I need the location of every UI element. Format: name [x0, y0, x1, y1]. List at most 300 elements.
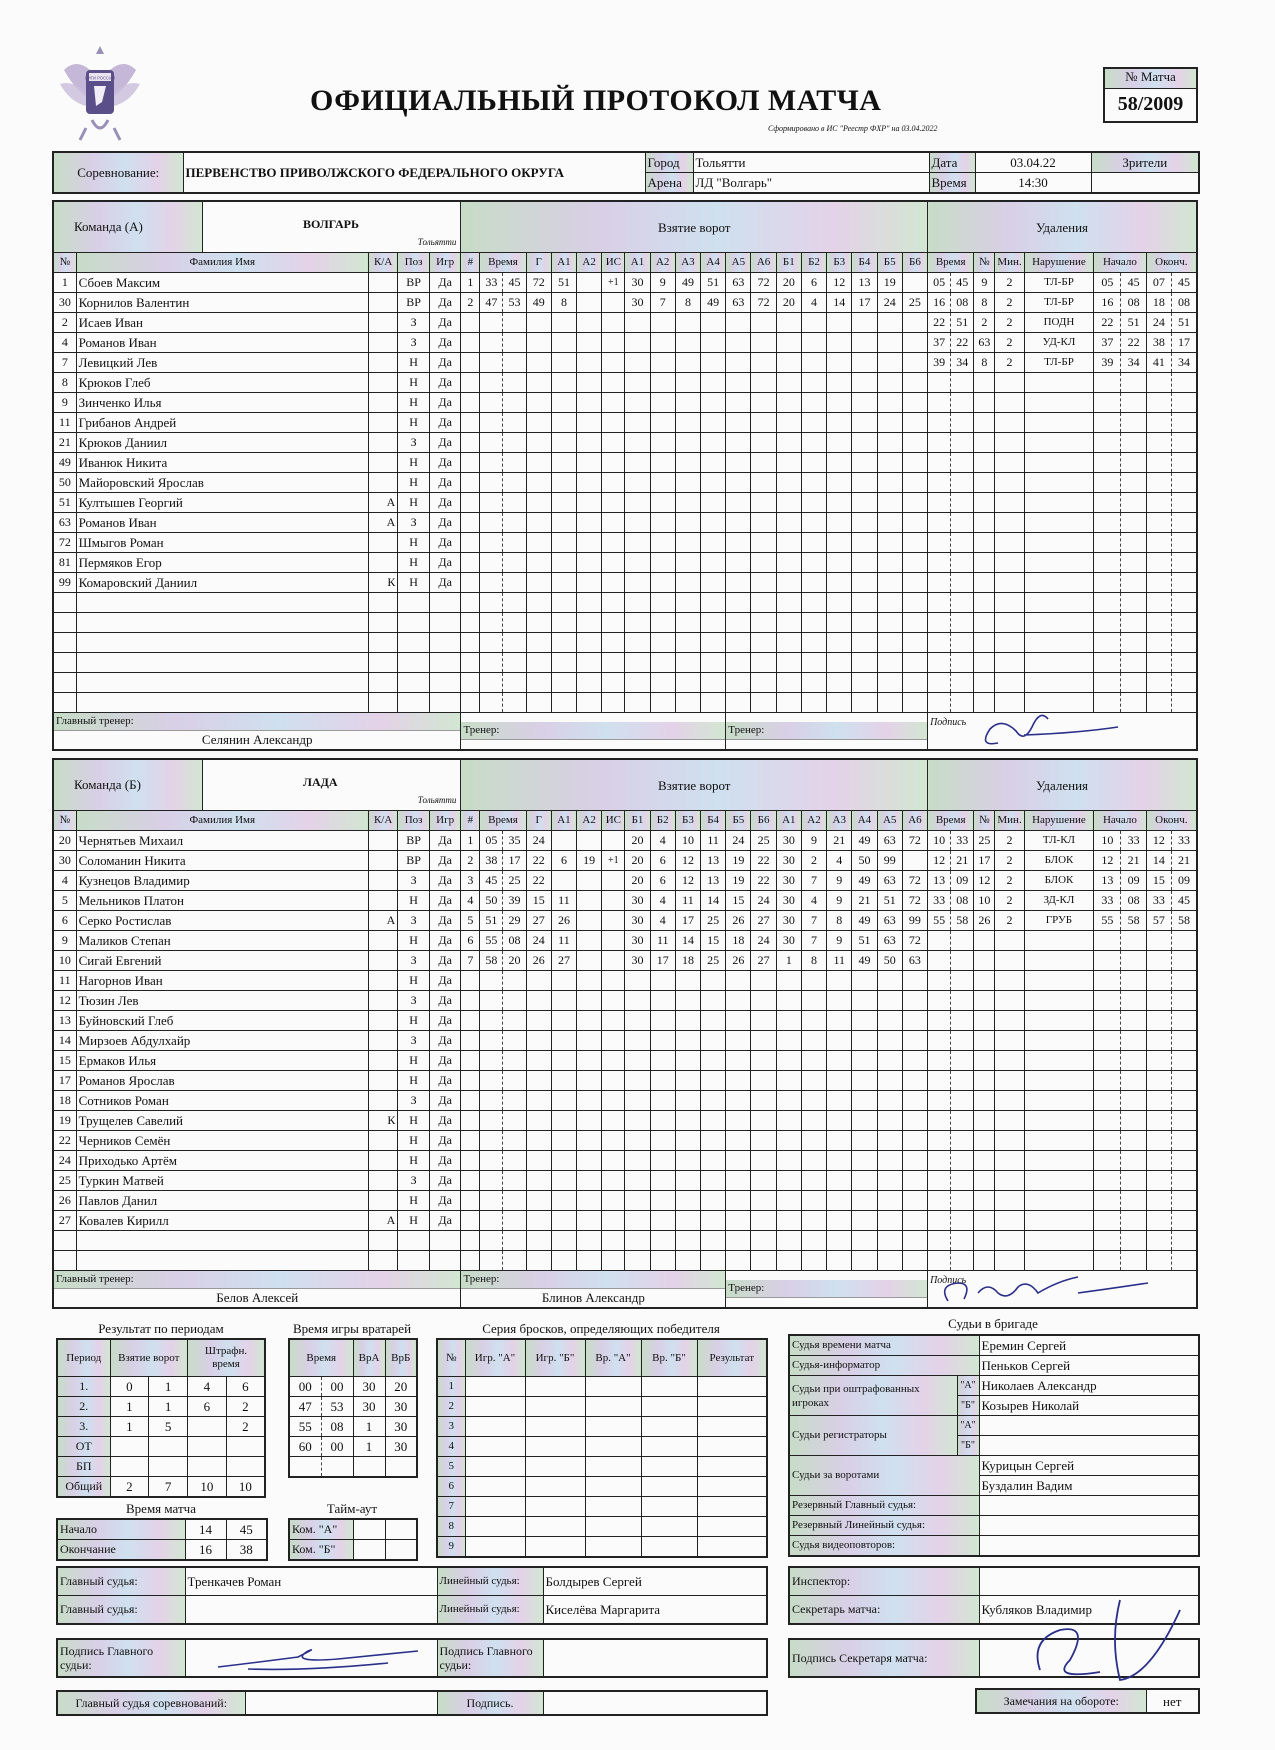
player-pos: З	[398, 871, 430, 891]
goal-onice	[827, 1091, 852, 1111]
goal-onice	[675, 613, 700, 633]
team_b-coach-cell-1	[461, 1271, 726, 1309]
pen-violation	[1024, 693, 1093, 713]
player-no	[53, 1231, 76, 1251]
goal-onice	[877, 653, 902, 673]
goal-onice	[701, 1111, 726, 1131]
goal-onice: 18	[675, 951, 700, 971]
pen-min	[995, 1131, 1024, 1151]
pen-start-ss: 22	[1121, 333, 1146, 353]
goal-onice	[852, 513, 877, 533]
informer-name: Пеньков Сергей	[979, 1356, 1199, 1376]
goal-a2	[577, 971, 602, 991]
team_b-pen-col-end: Оконч.	[1146, 811, 1197, 831]
goal-ss	[503, 1251, 526, 1271]
goal-onice	[701, 1191, 726, 1211]
goal-onice	[852, 1171, 877, 1191]
pen-start-mm	[1094, 553, 1121, 573]
pen-ss	[951, 1231, 974, 1251]
pen-mm	[928, 473, 951, 493]
player-name: Крюков Глеб	[76, 373, 368, 393]
table-row	[289, 1377, 417, 1397]
goal-onice	[776, 373, 801, 393]
timekeeper-label: Судья времени матча	[789, 1335, 979, 1356]
player-ka	[368, 433, 397, 453]
pen-mm	[928, 1251, 951, 1271]
officials-title: Судьи в бригаде	[948, 1316, 1038, 1331]
goal-g: 26	[526, 951, 551, 971]
goal-g: 49	[526, 293, 551, 313]
player-no	[53, 613, 76, 633]
goal-mm: 45	[480, 871, 503, 891]
goal-onice	[751, 453, 776, 473]
player-play	[429, 673, 461, 693]
goal-a2	[577, 991, 602, 1011]
pen-mm	[928, 1091, 951, 1111]
goal-onice: 72	[902, 831, 927, 851]
pen-end-ss	[1171, 1111, 1197, 1131]
goal-onice	[852, 1011, 877, 1031]
player-name: Ермаков Илья	[76, 1051, 368, 1071]
goal-onice	[776, 393, 801, 413]
player-ka	[368, 373, 397, 393]
goal-ss: 35	[503, 831, 526, 851]
goal-onice	[701, 393, 726, 413]
goal-n	[461, 991, 480, 1011]
player-ka: А	[368, 493, 397, 513]
pen-start-ss: 33	[1121, 831, 1146, 851]
goal-onice	[675, 593, 700, 613]
goal-onice	[801, 693, 826, 713]
goal-onice	[801, 473, 826, 493]
logo-text: ЛИГИ РОССИИ	[84, 75, 116, 81]
goal-onice	[751, 373, 776, 393]
goal-onice	[701, 1071, 726, 1091]
pen-min: 2	[995, 911, 1024, 931]
goal-onice	[827, 1011, 852, 1031]
pen-end-mm	[1146, 493, 1171, 513]
pen-start-ss: 08	[1121, 891, 1146, 911]
goal-onice	[776, 433, 801, 453]
pen-no	[974, 633, 995, 653]
player-ka	[368, 851, 397, 871]
player-pos: З	[398, 1171, 430, 1191]
player-pos: Н	[398, 473, 430, 493]
goal-onice: 20	[776, 273, 801, 293]
goal-onice	[877, 313, 902, 333]
pen-start-mm	[1094, 1131, 1121, 1151]
goal-g: 72	[526, 273, 551, 293]
player-ka	[368, 1191, 397, 1211]
goal-onice: 13	[852, 273, 877, 293]
pen-mm	[928, 513, 951, 533]
goal-onice	[650, 1131, 675, 1151]
pen-end-mm	[1146, 613, 1171, 633]
goal-ss	[503, 1151, 526, 1171]
goal-onice: 50	[852, 851, 877, 871]
pen-min	[995, 513, 1024, 533]
player-no: 9	[53, 931, 76, 951]
pen-start-ss	[1121, 1191, 1146, 1211]
pen-end-ss: 09	[1171, 871, 1197, 891]
pen-mm: 22	[928, 313, 951, 333]
goal-ss	[503, 1191, 526, 1211]
shootout-cell	[585, 1377, 641, 1397]
goal-ss	[503, 1231, 526, 1251]
goal-onice	[902, 1211, 927, 1231]
team_a-signature-cell	[928, 713, 1197, 751]
goal-g	[526, 1251, 551, 1271]
goal-onice	[675, 1071, 700, 1091]
goal-ss	[503, 473, 526, 493]
player-no: 49	[53, 453, 76, 473]
pen-no: 12	[974, 871, 995, 891]
goal-onice	[801, 613, 826, 633]
player-name: Павлов Данил	[76, 1191, 368, 1211]
pen-end-mm: 15	[1146, 871, 1171, 891]
goal-onice	[902, 693, 927, 713]
goal-a1	[551, 633, 576, 653]
pen-mm	[928, 373, 951, 393]
team_a-col-ka: К/А	[368, 253, 397, 273]
shootout-col-ga: Вр. "А"	[585, 1339, 641, 1377]
shootout-cell	[697, 1417, 767, 1437]
pen-violation: ГРУБ	[1024, 911, 1093, 931]
pen-end-mm	[1146, 991, 1171, 1011]
player-play: Да	[429, 453, 461, 473]
goal-onice	[751, 1171, 776, 1191]
pen-start-mm: 39	[1094, 353, 1121, 373]
goal-is	[602, 991, 625, 1011]
pen-violation	[1024, 453, 1093, 473]
pen-start-ss	[1121, 593, 1146, 613]
team_a-col-name: Фамилия Имя	[76, 253, 368, 273]
goal-onice	[751, 1231, 776, 1251]
player-play: Да	[429, 273, 461, 293]
pen-ss	[951, 473, 974, 493]
goal-a1	[551, 1051, 576, 1071]
player-no: 22	[53, 1131, 76, 1151]
goal-onice	[675, 971, 700, 991]
player-play: Да	[429, 1191, 461, 1211]
match-start-h: 14	[185, 1519, 226, 1540]
goal-g	[526, 1071, 551, 1091]
player-no: 25	[53, 1171, 76, 1191]
goal-onice: 25	[751, 831, 776, 851]
table-row	[53, 653, 1197, 673]
table-row	[53, 593, 1197, 613]
goal-onice	[726, 1231, 751, 1251]
goal-onice	[675, 1051, 700, 1071]
goal-ss	[503, 373, 526, 393]
shootout-cell	[525, 1397, 585, 1417]
goal-onice	[625, 313, 650, 333]
goal-onice: 30	[776, 911, 801, 931]
pen-ss: 22	[951, 333, 974, 353]
player-ka	[368, 633, 397, 653]
goal-onice	[726, 573, 751, 593]
pen-start-mm	[1094, 433, 1121, 453]
goal-n	[461, 1111, 480, 1131]
match-number-box	[1103, 67, 1198, 123]
goal-g: 24	[526, 931, 551, 951]
goal-onice	[902, 1251, 927, 1271]
goal-mm: 55	[480, 931, 503, 951]
shootout-no: 8	[437, 1517, 465, 1537]
pen-no	[974, 533, 995, 553]
player-name: Черников Семён	[76, 1131, 368, 1151]
goal-onice	[877, 693, 902, 713]
line-ref-2: Киселёва Маргарита	[543, 1596, 767, 1625]
goal-onice	[751, 1251, 776, 1271]
pen-mm	[928, 633, 951, 653]
goal-onice	[675, 553, 700, 573]
pen-violation	[1024, 1111, 1093, 1131]
team_b-coach-cell-2	[726, 1271, 928, 1309]
goal-n	[461, 653, 480, 673]
pen-start-ss: 21	[1121, 851, 1146, 871]
goal-is	[602, 673, 625, 693]
pen-start-ss	[1121, 413, 1146, 433]
team_b-signature-label: Подпись	[930, 1275, 967, 1286]
player-pos: З	[398, 433, 430, 453]
goal-onice	[751, 433, 776, 453]
goal-a1	[551, 353, 576, 373]
player-play: Да	[429, 293, 461, 313]
pen-start-mm	[1094, 413, 1121, 433]
match-start-label: Начало	[57, 1519, 185, 1540]
goal-onice	[650, 453, 675, 473]
pen-mm	[928, 413, 951, 433]
player-ka	[368, 553, 397, 573]
goal-onice	[701, 1231, 726, 1251]
goal-a1: 6	[551, 851, 576, 871]
player-no: 14	[53, 1031, 76, 1051]
goalie-a: 1	[353, 1417, 385, 1437]
pen-end-ss: 08	[1171, 293, 1197, 313]
goal-onice: 7	[650, 293, 675, 313]
goal-onice	[675, 533, 700, 553]
goal-a2	[577, 493, 602, 513]
pen-min	[995, 931, 1024, 951]
shootout-cell	[697, 1377, 767, 1397]
player-pos	[398, 613, 430, 633]
goal-ss	[503, 1131, 526, 1151]
goal-ss	[503, 693, 526, 713]
goal-a2	[577, 871, 602, 891]
team_a-onice-col: А1	[625, 253, 650, 273]
goal-onice	[877, 553, 902, 573]
goal-onice	[625, 1191, 650, 1211]
goal-onice	[675, 1131, 700, 1151]
shootout-cell	[697, 1437, 767, 1457]
team_a-onice-col: Б6	[902, 253, 927, 273]
pen-no: 8	[974, 293, 995, 313]
pen-ss	[951, 513, 974, 533]
team_b-col-a1: А1	[551, 811, 576, 831]
table-row	[437, 1497, 767, 1517]
goal-onice: 30	[625, 293, 650, 313]
pen-end-mm	[1146, 1071, 1171, 1091]
pen-ss: 51	[951, 313, 974, 333]
goal-onice	[877, 1091, 902, 1111]
goal-is	[602, 433, 625, 453]
pen-end-ss	[1171, 433, 1197, 453]
player-pos: З	[398, 911, 430, 931]
goal-onice: 49	[675, 273, 700, 293]
team_a-goals-title: Взятие ворот	[461, 201, 928, 253]
pen-min	[995, 1171, 1024, 1191]
goal-n	[461, 633, 480, 653]
goal-is	[602, 891, 625, 911]
goal-judge-1: Курицын Сергей	[979, 1456, 1199, 1476]
period-goals-a: 1	[110, 1397, 149, 1417]
goal-a2	[577, 393, 602, 413]
goalie-ss: 08	[321, 1417, 353, 1437]
line-ref-1: Болдырев Сергей	[543, 1567, 767, 1596]
pen-ss	[951, 533, 974, 553]
goal-is	[602, 1151, 625, 1171]
goal-onice: 9	[827, 871, 852, 891]
pen-start-mm	[1094, 1031, 1121, 1051]
team_a-col-g: Г	[526, 253, 551, 273]
pen-violation	[1024, 673, 1093, 693]
shootout-no: 1	[437, 1377, 465, 1397]
table-row	[53, 951, 1197, 971]
goal-a2	[577, 1231, 602, 1251]
pen-min	[995, 1151, 1024, 1171]
player-no: 8	[53, 373, 76, 393]
team_a-col-hash: #	[461, 253, 480, 273]
goal-onice	[852, 1191, 877, 1211]
goal-onice	[625, 373, 650, 393]
goal-mm	[480, 971, 503, 991]
sign-label: Подпись.	[437, 1691, 543, 1715]
pen-end-mm	[1146, 1171, 1171, 1191]
goal-onice	[650, 393, 675, 413]
goal-onice	[902, 333, 927, 353]
comp-head-label: Главный судья соревнований:	[57, 1691, 245, 1715]
pen-ss: 58	[951, 911, 974, 931]
pen-violation	[1024, 573, 1093, 593]
pen-no: 26	[974, 911, 995, 931]
goal-onice	[726, 593, 751, 613]
goal-is	[602, 1231, 625, 1251]
goal-onice	[852, 573, 877, 593]
goal-g	[526, 313, 551, 333]
goal-onice	[675, 653, 700, 673]
goal-a2	[577, 533, 602, 553]
goal-onice	[675, 473, 700, 493]
pen-end-mm	[1146, 1231, 1171, 1251]
pen-ss: 08	[951, 891, 974, 911]
table-row	[437, 1457, 767, 1477]
pen-end-ss	[1171, 931, 1197, 951]
player-ka	[368, 931, 397, 951]
pen-mm	[928, 493, 951, 513]
goal-a2	[577, 951, 602, 971]
team_a-col-a2: А2	[577, 253, 602, 273]
team_b-onice-col: Б5	[726, 811, 751, 831]
goal-onice	[701, 353, 726, 373]
team_b-coach-label-2: Тренер:	[726, 1280, 927, 1298]
goal-n: 1	[461, 273, 480, 293]
goal-onice	[877, 593, 902, 613]
goal-n	[461, 1151, 480, 1171]
goal-onice	[852, 653, 877, 673]
pen-min: 2	[995, 831, 1024, 851]
player-name: Корнилов Валентин	[76, 293, 368, 313]
table-row	[53, 831, 1197, 851]
pen-start-ss: 08	[1121, 293, 1146, 313]
player-ka	[368, 593, 397, 613]
goal-onice	[625, 1051, 650, 1071]
goal-onice: 25	[701, 951, 726, 971]
goal-onice	[852, 613, 877, 633]
shootout-cell	[465, 1397, 525, 1417]
player-ka: А	[368, 1211, 397, 1231]
goal-onice	[852, 493, 877, 513]
pen-mm	[928, 1171, 951, 1191]
player-play	[429, 693, 461, 713]
goal-mm	[480, 1171, 503, 1191]
goal-a1	[551, 1251, 576, 1271]
goal-onice	[751, 1071, 776, 1091]
pen-start-mm: 05	[1094, 273, 1121, 293]
shootout-cell	[465, 1437, 525, 1457]
pen-no: 8	[974, 353, 995, 373]
goal-a2	[577, 473, 602, 493]
pen-min	[995, 653, 1024, 673]
player-pos: З	[398, 313, 430, 333]
goal-a2	[577, 313, 602, 333]
goal-onice	[726, 1071, 751, 1091]
pen-violation	[1024, 653, 1093, 673]
pen-end-mm	[1146, 633, 1171, 653]
pen-end-mm	[1146, 1011, 1171, 1031]
pen-start-ss	[1121, 653, 1146, 673]
goal-onice	[726, 1091, 751, 1111]
shootout-cell	[585, 1537, 641, 1558]
pen-start-ss	[1121, 1071, 1146, 1091]
table-row	[53, 931, 1197, 951]
team_a-onice-col: А5	[726, 253, 751, 273]
goal-onice: 2	[801, 851, 826, 871]
shootout-cell	[585, 1517, 641, 1537]
goal-is	[602, 633, 625, 653]
goal-onice	[902, 1171, 927, 1191]
goal-onice	[801, 1091, 826, 1111]
goal-onice	[726, 413, 751, 433]
team_a-col-time: Время	[480, 253, 526, 273]
goal-n	[461, 673, 480, 693]
goal-mm	[480, 473, 503, 493]
pen-mm	[928, 573, 951, 593]
pen-violation	[1024, 991, 1093, 1011]
goal-a2	[577, 1031, 602, 1051]
goal-onice	[650, 633, 675, 653]
pen-start-ss	[1121, 1151, 1146, 1171]
goal-onice: 49	[852, 871, 877, 891]
pen-start-mm	[1094, 633, 1121, 653]
table-row	[53, 513, 1197, 533]
pen-end-ss: 34	[1171, 353, 1197, 373]
goal-onice	[726, 693, 751, 713]
player-no: 1	[53, 273, 76, 293]
pen-mm	[928, 453, 951, 473]
goal-onice	[852, 1231, 877, 1251]
goal-onice	[751, 971, 776, 991]
